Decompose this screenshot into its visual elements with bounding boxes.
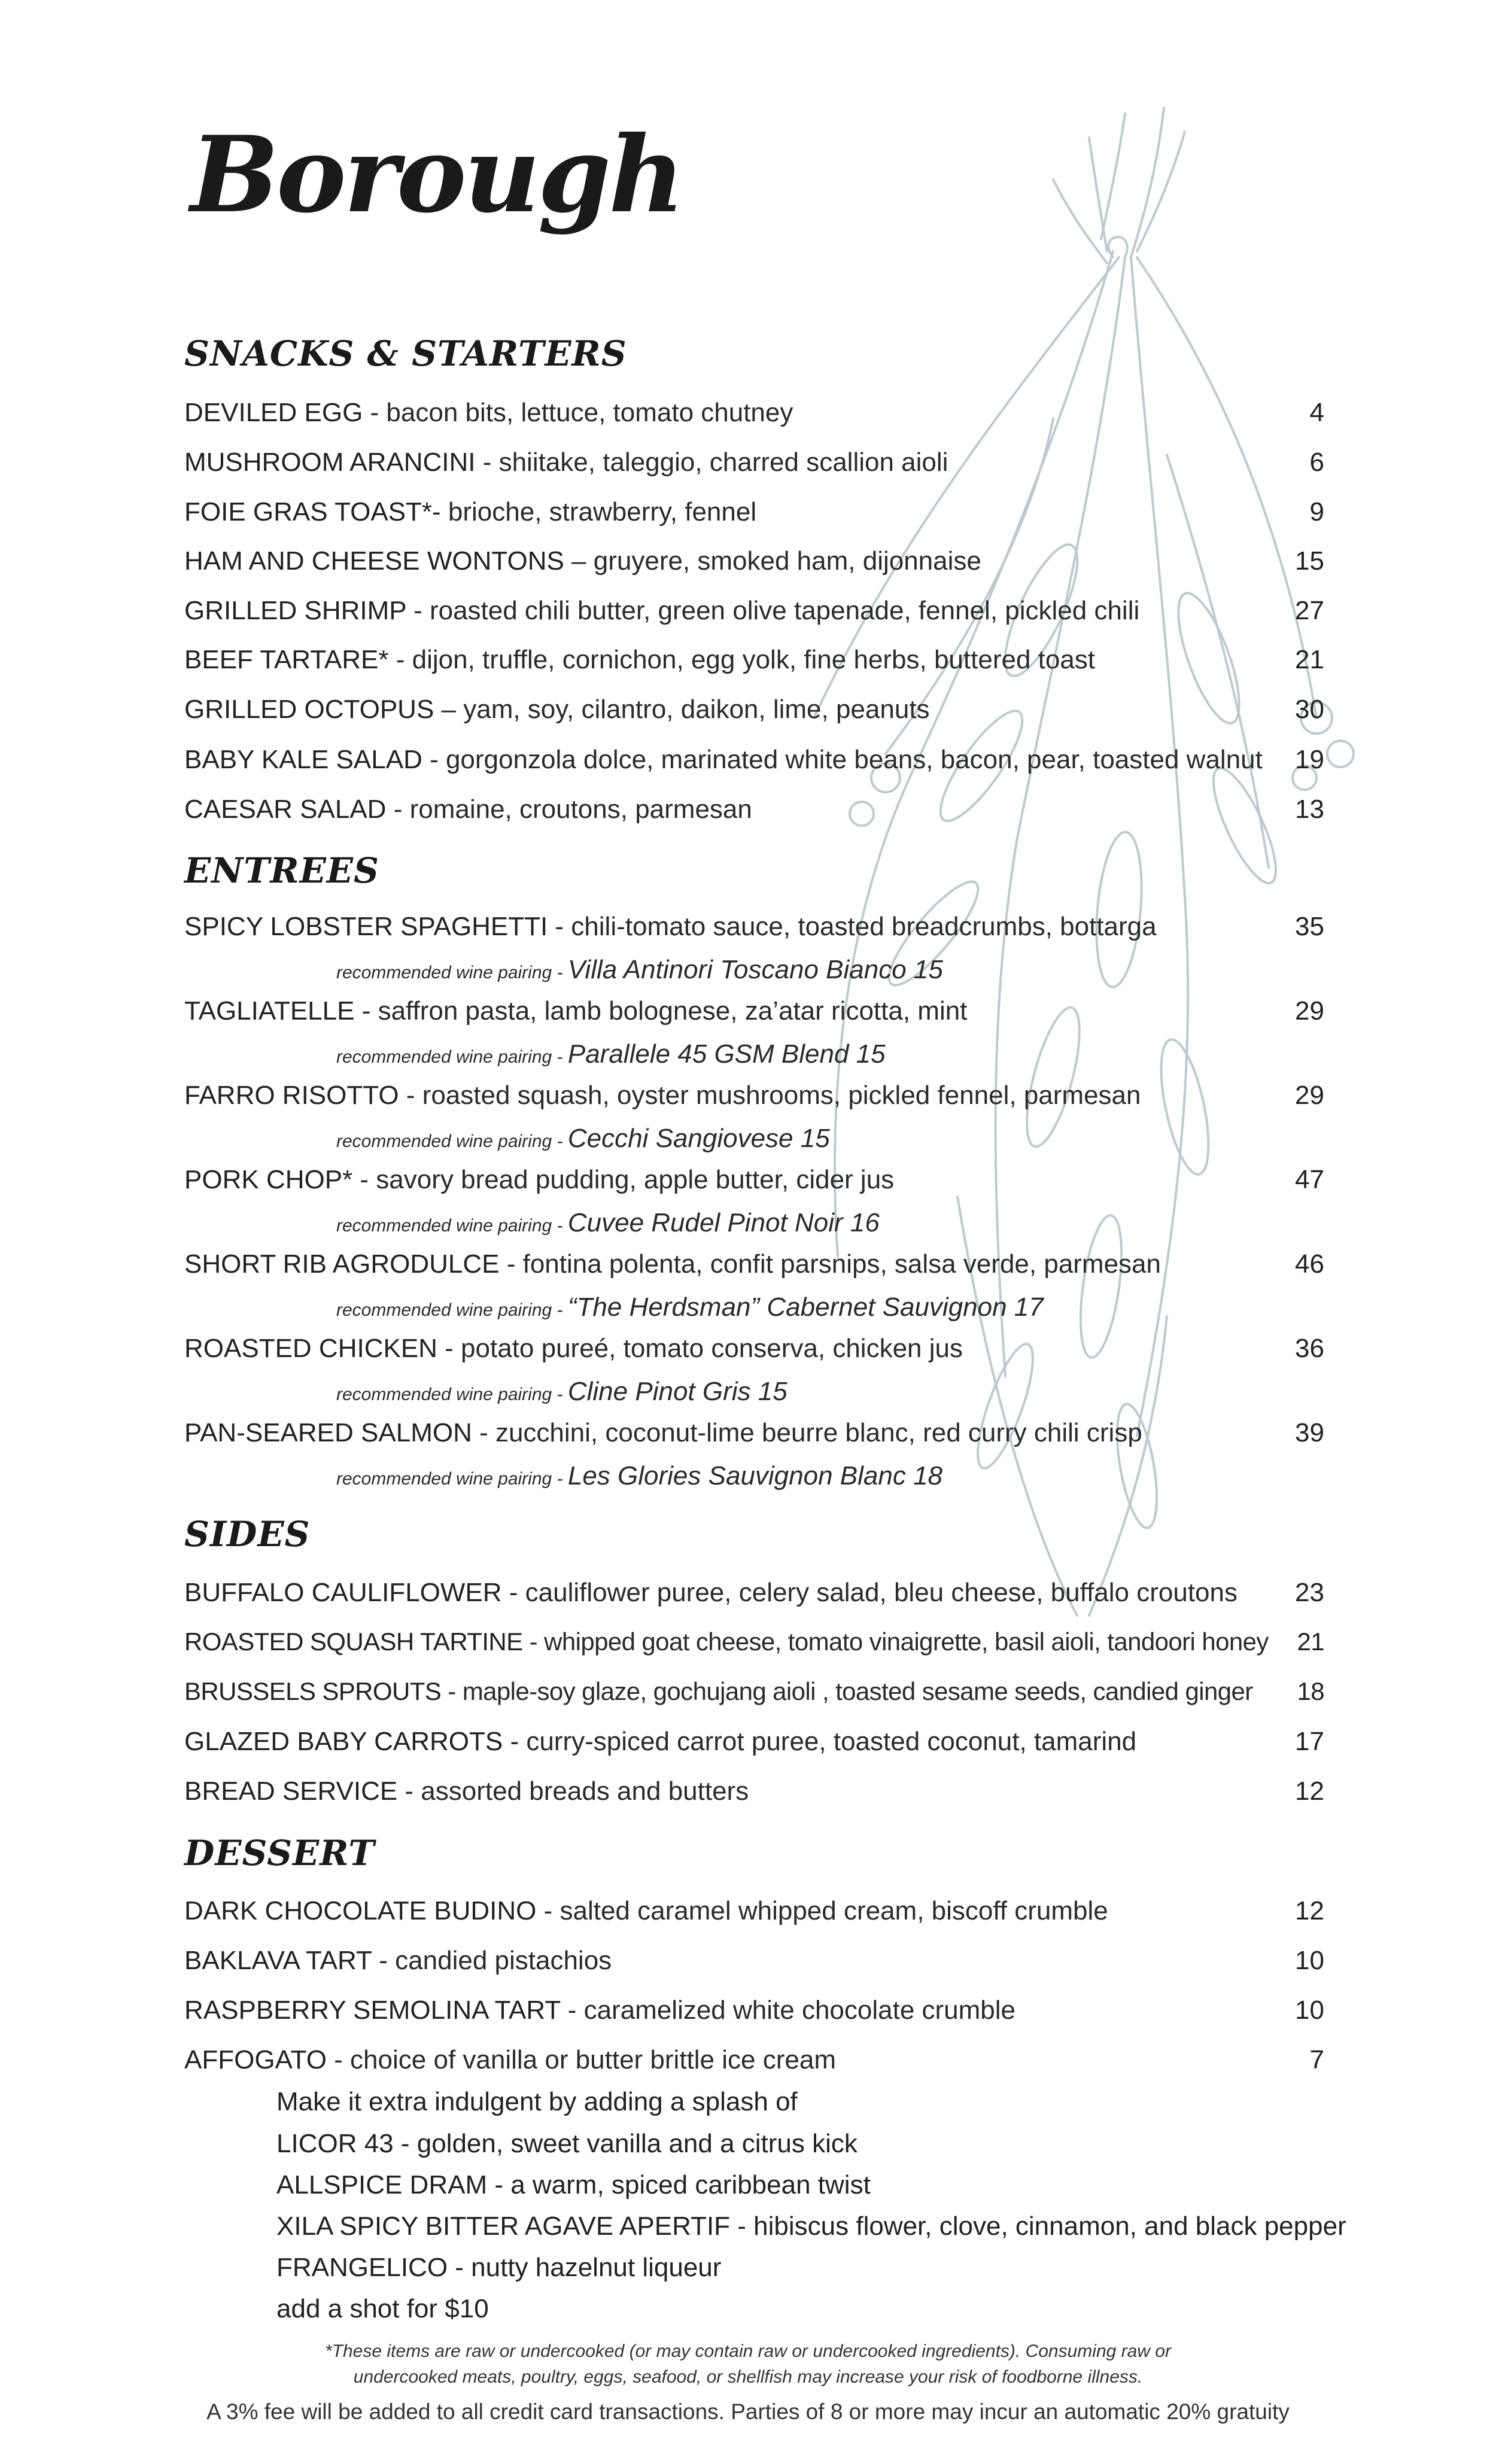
- wine-pairing-wine: Parallele 45 GSM Blend 15: [567, 1039, 886, 1069]
- menu-item-name: MUSHROOM ARANCINI: [184, 448, 476, 477]
- menu-item: [184, 1336, 1324, 1362]
- menu-item-name: BABY KALE SALAD: [184, 745, 422, 774]
- menu-item: [184, 747, 1324, 773]
- menu-item-name: RASPBERRY SEMOLINA TART: [184, 1995, 561, 2025]
- menu-item-price: 39: [1295, 1418, 1324, 1447]
- menu-item-description: - roasted squash, oyster mushrooms, pickled fennel, parmesan: [399, 1081, 1141, 1110]
- menu-item-price: 23: [1295, 1578, 1324, 1607]
- menu-item: [184, 598, 1324, 624]
- wine-pairing: [336, 1125, 830, 1152]
- wine-pairing-wine: Cuvee Rudel Pinot Noir 16: [567, 1208, 880, 1237]
- menu-item-name: ROASTED SQUASH TARTINE: [184, 1628, 523, 1656]
- menu-item-name: ROASTED CHICKEN: [184, 1334, 437, 1363]
- menu-item-price: 6: [1309, 448, 1324, 477]
- menu-item-name: CAESAR SALAD: [184, 795, 387, 824]
- raw-food-note-line1: *These items are raw or undercooked (or may contain raw or undercooked ingredients). Consuming raw or: [325, 2341, 1171, 2361]
- wine-pairing-wine: “The Herdsman” Cabernet Sauvignon 17: [567, 1292, 1044, 1322]
- menu-item: [184, 1629, 1324, 1654]
- menu-item: [184, 1167, 1324, 1193]
- menu-item-description: - cauliflower puree, celery salad, bleu cheese, buffalo croutons: [501, 1578, 1237, 1607]
- menu-item: [184, 1997, 1324, 2024]
- menu-item-price: 29: [1295, 1081, 1324, 1110]
- menu-item-name: HAM AND CHEESE WONTONS: [184, 546, 564, 576]
- menu-item: [184, 1580, 1324, 1606]
- menu-item-name: BREAD SERVICE: [184, 1776, 398, 1806]
- dessert-addon-line: XILA SPICY BITTER AGAVE APERTIF - hibiscus flower, clove, cinnamon, and black pepper: [276, 2211, 1346, 2241]
- section-title-entrees: ENTREES: [184, 850, 379, 891]
- menu-item: [184, 499, 1324, 525]
- wine-pairing-label: recommended wine pairing -: [336, 1131, 568, 1151]
- menu-item: [184, 998, 1324, 1024]
- menu-item-description: – yam, soy, cilantro, daikon, lime, peanuts: [434, 695, 930, 724]
- menu-item-price: 12: [1295, 1896, 1324, 1925]
- menu-item-description: - saffron pasta, lamb bolognese, za’atar ricotta, mint: [354, 996, 968, 1026]
- menu-item: [184, 1679, 1324, 1704]
- section-title-dessert: DESSERT: [184, 1833, 375, 1873]
- menu-item-price: 46: [1295, 1249, 1324, 1279]
- menu-item-description: - chili-tomato sauce, toasted breadcrumbs, bottarga: [548, 912, 1157, 941]
- menu-item-name: TAGLIATELLE: [184, 996, 355, 1026]
- menu-item: [184, 1251, 1324, 1277]
- menu-item-description: - roasted chili butter, green olive tapenade, fennel, pickled chili: [406, 596, 1140, 625]
- menu-item-name: GLAZED BABY CARROTS: [184, 1727, 503, 1756]
- menu-item-name: PORK CHOP*: [184, 1165, 353, 1194]
- menu-item-price: 21: [1295, 645, 1324, 674]
- menu-item-description: - salted caramel whipped cream, biscoff crumble: [536, 1896, 1108, 1925]
- menu-item: [184, 1420, 1324, 1446]
- dessert-addon-line: add a shot for $10: [276, 2294, 489, 2323]
- wine-pairing: [336, 1463, 942, 1489]
- menu-item: [184, 548, 1324, 574]
- menu-item: [184, 796, 1324, 823]
- menu-item-description: - bacon bits, lettuce, tomato chutney: [363, 398, 793, 427]
- menu-item-name: BEEF TARTARE*: [184, 645, 389, 674]
- wine-pairing: [336, 1294, 1044, 1321]
- menu-item-description: - maple-soy glaze, gochujang aioli , toasted sesame seeds, candied ginger: [441, 1677, 1253, 1705]
- menu-item-name: DEVILED EGG: [184, 398, 363, 427]
- menu-item: [184, 2047, 1324, 2073]
- menu-item-name: PAN-SEARED SALMON: [184, 1418, 472, 1447]
- menu-item-price: 10: [1295, 1995, 1324, 2025]
- menu-item-description: - fontina polenta, confit parsnips, salsa verde, parmesan: [499, 1249, 1161, 1279]
- menu-item-description: - romaine, croutons, parmesan: [386, 795, 752, 824]
- menu-item-price: 21: [1297, 1628, 1324, 1656]
- menu-item-price: 29: [1295, 996, 1324, 1026]
- menu-item-description: - candied pistachios: [372, 1946, 612, 1975]
- menu-item: [184, 400, 1324, 426]
- menu-item: [184, 1729, 1324, 1755]
- menu-item: [184, 647, 1324, 673]
- wine-pairing: [336, 957, 943, 983]
- menu-item-name: BRUSSELS SPROUTS: [184, 1677, 442, 1705]
- wine-pairing: [336, 1041, 886, 1067]
- wine-pairing-label: recommended wine pairing -: [336, 1385, 568, 1404]
- menu-item-name: BAKLAVA TART: [184, 1946, 372, 1975]
- menu-item-price: 27: [1295, 596, 1324, 625]
- menu-item: [184, 696, 1324, 723]
- menu-item-price: 18: [1297, 1677, 1324, 1705]
- raw-food-note-line2: undercooked meats, poultry, eggs, seafood, or shellfish may increase your risk of foodborne illness.: [353, 2367, 1143, 2387]
- wine-pairing: [336, 1379, 787, 1405]
- menu-item-name: BUFFALO CAULIFLOWER: [184, 1578, 502, 1607]
- wine-pairing-label: recommended wine pairing -: [336, 963, 568, 982]
- menu-item-description: - brioche, strawberry, fennel: [432, 497, 757, 527]
- menu-item-price: 36: [1295, 1334, 1324, 1363]
- menu-item-description: - curry-spiced carrot puree, toasted coconut, tamarind: [503, 1727, 1137, 1756]
- menu-item-description: - savory bread pudding, apple butter, cider jus: [352, 1165, 895, 1194]
- menu-item: [184, 914, 1324, 940]
- menu-item-name: DARK CHOCOLATE BUDINO: [184, 1896, 537, 1925]
- menu-item: [184, 1082, 1324, 1109]
- menu-item-description: - shiitake, taleggio, charred scallion aioli: [475, 448, 948, 477]
- section-title-snacks: SNACKS & STARTERS: [184, 333, 627, 374]
- menu-item-price: 10: [1295, 1946, 1324, 1975]
- menu-item-price: 35: [1295, 912, 1324, 941]
- wine-pairing-label: recommended wine pairing -: [336, 1216, 568, 1236]
- credit-card-fee-note: A 3% fee will be added to all credit card transactions. Parties of 8 or more may incur an automatic 20% gratuity: [206, 2399, 1290, 2424]
- menu-item-name: SHORT RIB AGRODULCE: [184, 1249, 500, 1279]
- menu-item-description: - choice of vanilla or butter brittle ice cream: [326, 2045, 836, 2074]
- menu-item-description: - gorgonzola dolce, marinated white beans, bacon, pear, toasted walnut: [422, 745, 1263, 774]
- menu-item-description: - whipped goat cheese, tomato vinaigrette, basil aioli, tandoori honey: [522, 1628, 1269, 1656]
- wine-pairing: [336, 1210, 880, 1236]
- wine-pairing-wine: Cecchi Sangiovese 15: [567, 1124, 830, 1153]
- wine-pairing-label: recommended wine pairing -: [336, 1469, 568, 1489]
- wine-pairing-label: recommended wine pairing -: [336, 1047, 568, 1067]
- menu-item-price: 12: [1295, 1776, 1324, 1806]
- menu-item-description: – gruyere, smoked ham, dijonnaise: [564, 546, 981, 576]
- menu-item-price: 4: [1309, 398, 1324, 427]
- dessert-addon-line: Make it extra indulgent by adding a splash of: [276, 2087, 798, 2116]
- menu-item-price: 17: [1295, 1727, 1324, 1756]
- menu-item-description: - assorted breads and butters: [397, 1776, 749, 1806]
- wine-pairing-label: recommended wine pairing -: [336, 1300, 568, 1320]
- menu-item-description: - potato pureé, tomato conserva, chicken jus: [437, 1334, 963, 1363]
- menu-item-price: 7: [1309, 2045, 1324, 2074]
- menu-item-name: FARRO RISOTTO: [184, 1081, 399, 1110]
- menu-item-name: GRILLED SHRIMP: [184, 596, 406, 625]
- menu-item-price: 19: [1295, 745, 1324, 774]
- dessert-addon-line: FRANGELICO - nutty hazelnut liqueur: [276, 2253, 722, 2282]
- menu-item: [184, 449, 1324, 476]
- menu-item-name: AFFOGATO: [184, 2045, 327, 2074]
- dessert-addon-line: LICOR 43 - golden, sweet vanilla and a citrus kick: [276, 2129, 858, 2158]
- menu-item-price: 30: [1295, 695, 1324, 724]
- menu-item: [184, 1778, 1324, 1805]
- brand-logo: Borough: [190, 114, 683, 236]
- menu-item-name: GRILLED OCTOPUS: [184, 695, 434, 724]
- menu-item-name: FOIE GRAS TOAST*: [184, 497, 433, 527]
- menu-item: [184, 1948, 1324, 1974]
- wine-pairing-wine: Les Glories Sauvignon Blanc 18: [567, 1461, 943, 1490]
- menu-item-description: - zucchini, coconut-lime beurre blanc, red curry chili crisp: [472, 1418, 1142, 1447]
- menu-item-price: 13: [1295, 795, 1324, 824]
- menu-item-price: 15: [1295, 546, 1324, 576]
- menu-item-name: SPICY LOBSTER SPAGHETTI: [184, 912, 548, 941]
- menu-item-description: - dijon, truffle, cornichon, egg yolk, fine herbs, buttered toast: [388, 645, 1096, 674]
- menu-item-description: - caramelized white chocolate crumble: [560, 1995, 1016, 2025]
- menu-item-price: 47: [1295, 1165, 1324, 1194]
- section-title-sides: SIDES: [184, 1514, 311, 1555]
- wine-pairing-wine: Cline Pinot Gris 15: [567, 1377, 787, 1406]
- dessert-addon-line: ALLSPICE DRAM - a warm, spiced caribbean twist: [276, 2170, 871, 2200]
- menu-item-price: 9: [1309, 497, 1324, 527]
- menu-item: [184, 1898, 1324, 1924]
- wine-pairing-wine: Villa Antinori Toscano Bianco 15: [567, 955, 943, 984]
